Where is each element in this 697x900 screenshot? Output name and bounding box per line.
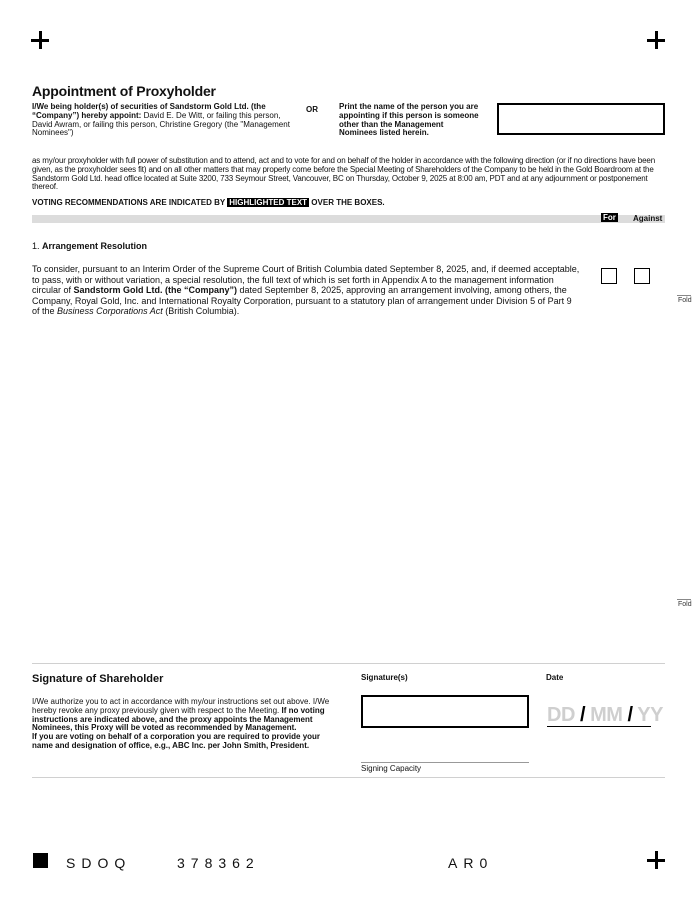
footer-code-sdoq: SDOQ <box>66 855 132 871</box>
fold-line-1 <box>677 295 691 296</box>
date-underline <box>547 726 651 727</box>
authorization-text <box>32 698 342 751</box>
voting-rec-suffix: OVER THE BOXES. <box>311 198 385 207</box>
or-label: OR <box>306 105 318 114</box>
appointment-intro-bold: I/We being holder(s) of securities of Sandstorm Gold Ltd. (the “Company”) hereby appoint: <box>32 102 266 120</box>
date-label: Date <box>546 673 564 682</box>
voting-rec-highlight: HIGHLIGHTED TEXT <box>229 198 308 207</box>
fold-line-2 <box>677 599 691 600</box>
signature-bottom-divider <box>32 777 665 778</box>
resolution-text-act: Business Corporations Act <box>57 306 163 317</box>
crop-mark-top-right-icon <box>647 31 665 49</box>
footer-code-number: 378362 <box>177 855 260 871</box>
resolution-text-company: Sandstorm Gold Ltd. (the “Company”) <box>73 285 238 296</box>
column-header-bar <box>32 215 665 223</box>
crop-mark-bottom-right-icon <box>647 851 665 869</box>
date-slash-1: / <box>579 704 586 726</box>
resolution-against-checkbox[interactable] <box>634 268 650 284</box>
voting-rec-prefix: VOTING RECOMMENDATIONS ARE INDICATED BY <box>32 198 226 207</box>
signature-section-title: Signature of Shareholder <box>32 673 164 685</box>
date-mm-placeholder: MM <box>590 704 623 726</box>
voting-recommendations <box>32 199 385 208</box>
corporation-instruction: If you are voting on behalf of a corporation you are required to provide your name and designation of office, e.g., ABC Inc. per John Smith, President. <box>32 732 321 750</box>
signature-top-divider <box>32 663 665 664</box>
appointment-intro <box>32 103 294 138</box>
crop-mark-top-left-icon <box>31 31 49 49</box>
fold-label-2: Fold <box>678 601 692 608</box>
resolution-title: Arrangement Resolution <box>42 241 148 251</box>
footer-code-ar: AR0 <box>448 855 494 871</box>
date-slash-2: / <box>627 704 633 726</box>
signing-capacity-label: Signing Capacity <box>361 764 422 773</box>
authorization-text-bold: If no voting instructions are indicated above, and the proxy appoints the Management Nominees, this Proxy will be voted as recommended by Management. <box>32 705 325 733</box>
appointment-title: Appointment of Proxyholder <box>32 83 216 99</box>
proxy-paragraph: as my/our proxyholder with full power of substitution and to attend, act and to vote for and on behalf of the holder in accordance with the following direction (or if no directions have been given, as the proxyholder sees fit) and on all other matters that may properly come before the Special Meeting of Shareholders of the Company to be held in the Gold Boardroom at the Sandstorm Gold Ltd. head office located at Suite 3200, 733 Seymour Street, Vancouver, BC on Thursday, October 9, 2025 at 8:00 am, PDT and at any adjournment or postponement thereof. <box>32 156 655 192</box>
print-name-instruction: Print the name of the person you are appointing if this person is someone other than the Management Nominees listed herein. <box>339 102 479 138</box>
for-column-header <box>601 214 618 223</box>
date-input[interactable] <box>547 704 663 726</box>
appointment-intro-rest: David E. De Witt, or failing this person, David Awram, or failing this person, Christine Gregory (the "Management Nominees") <box>32 110 290 138</box>
registration-square-icon <box>33 853 48 868</box>
fold-label-1: Fold <box>678 297 692 304</box>
resolution-heading <box>32 241 147 251</box>
authorization-text-plain: I/We authorize you to act in accordance with my/our instructions set out above. I/We hereby revoke any proxy previously given with respect to the Meeting. <box>32 697 330 715</box>
signature-label: Signature(s) <box>361 673 408 682</box>
resolution-for-checkbox[interactable] <box>601 268 617 284</box>
resolution-text-part-2: dated September 8, 2025, approving an arrangement involving, among others, the Company, Royal Gold, Inc. and International Royalty Corporation, pursuant to a statutory plan of arrangement under Division 5 of Part 9 of the <box>32 285 572 317</box>
for-column-label: For <box>603 213 616 222</box>
proxyholder-name-input[interactable] <box>497 103 665 135</box>
signature-input[interactable] <box>361 695 529 728</box>
resolution-number: 1. <box>32 241 40 251</box>
signing-capacity-line[interactable] <box>361 762 529 763</box>
against-column-header: Against <box>633 213 663 223</box>
resolution-text <box>32 264 580 317</box>
resolution-text-part-3: (British Columbia). <box>165 306 240 317</box>
resolution-text-part-1: To consider, pursuant to an Interim Order of the Supreme Court of British Columbia dated September 8, 2025, and, if deemed acceptable, to pass, with or without variation, a special resolution, the full text of which is set forth in Appendix A to the management information circular of <box>32 264 580 296</box>
date-dd-placeholder: DD <box>547 704 575 726</box>
date-yy-placeholder: YY <box>637 704 663 726</box>
